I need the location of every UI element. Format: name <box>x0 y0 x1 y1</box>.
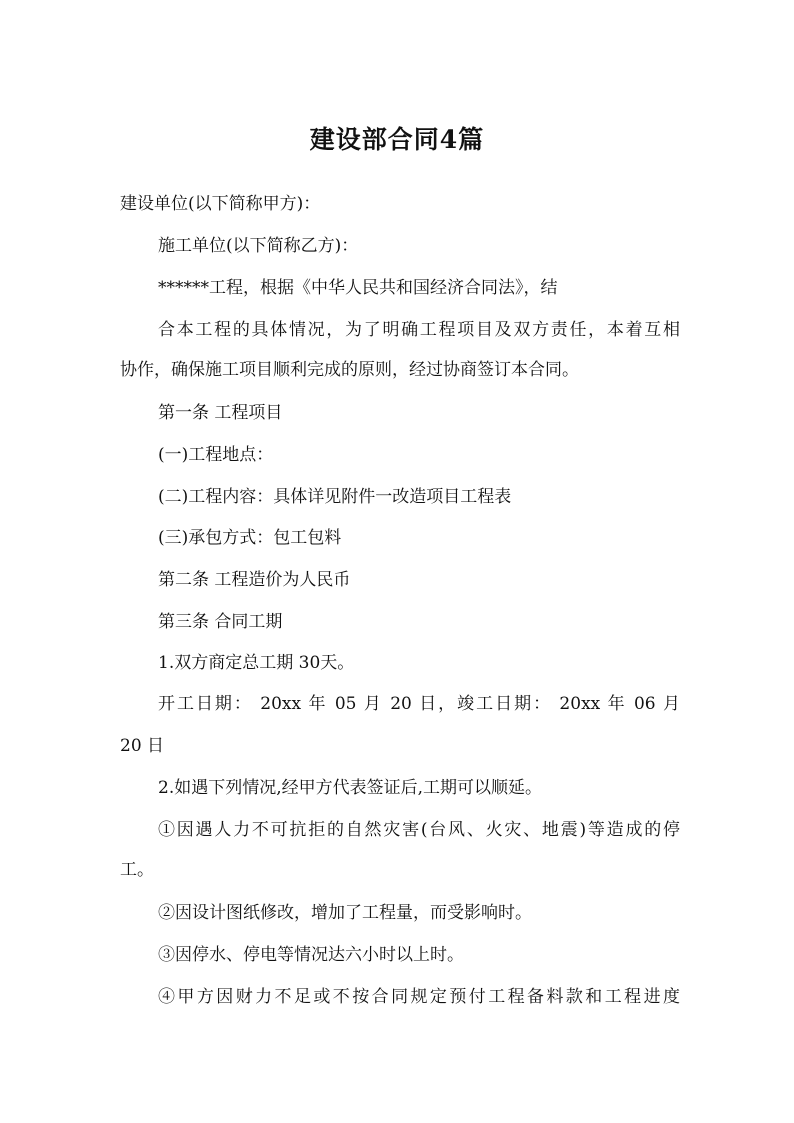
condition-1-line-2: 工。 <box>120 860 154 880</box>
document-title: 建设部合同4篇 <box>309 125 485 154</box>
total-duration: 1.双方商定总工期 30天。 <box>158 653 355 673</box>
condition-2: ②因设计图纸修改，增加了工程量，而受影响时。 <box>158 903 532 923</box>
condition-4-line-1: ④甲方因财力不足或不按合同规定预付工程备料款和工程进度 <box>158 987 680 1007</box>
condition-3: ③因停水、停电等情况达六小时以上时。 <box>158 945 464 965</box>
article-3-heading: 第三条 合同工期 <box>158 612 283 632</box>
paragraph-intro-line-2: 合本工程的具体情况，为了明确工程项目及双方责任，本着互相 <box>158 320 680 340</box>
project-location: (一)工程地点： <box>158 445 274 465</box>
extension-conditions-heading: 2.如遇下列情况,经甲方代表签证后,工期可以顺延。 <box>158 778 543 798</box>
paragraph-intro-line-3: 协作，确保施工项目顺利完成的原则，经过协商签订本合同。 <box>120 360 579 380</box>
start-finish-dates: 开工日期： 20xx 年 05 月 20 日，竣工日期： 20xx 年 06 月 <box>158 694 680 714</box>
paragraph-intro-line-1: ******工程，根据《中华人民共和国经济合同法》，结 <box>158 278 558 298</box>
paragraph-contractor-unit: 施工单位(以下简称乙方)： <box>158 236 359 256</box>
article-1-heading: 第一条 工程项目 <box>158 403 283 423</box>
condition-1-line-1: ①因遇人力不可抗拒的自然灾害(台风、火灾、地震)等造成的停 <box>158 820 680 840</box>
contract-method: (三)承包方式：包工包料 <box>158 528 342 548</box>
paragraph-construction-unit: 建设单位(以下简称甲方)： <box>120 194 321 214</box>
project-content: (二)工程内容：具体详见附件一改造项目工程表 <box>158 487 512 507</box>
article-2-heading: 第二条 工程造价为人民币 <box>158 570 351 590</box>
finish-date-continuation: 20 日 <box>120 736 165 756</box>
